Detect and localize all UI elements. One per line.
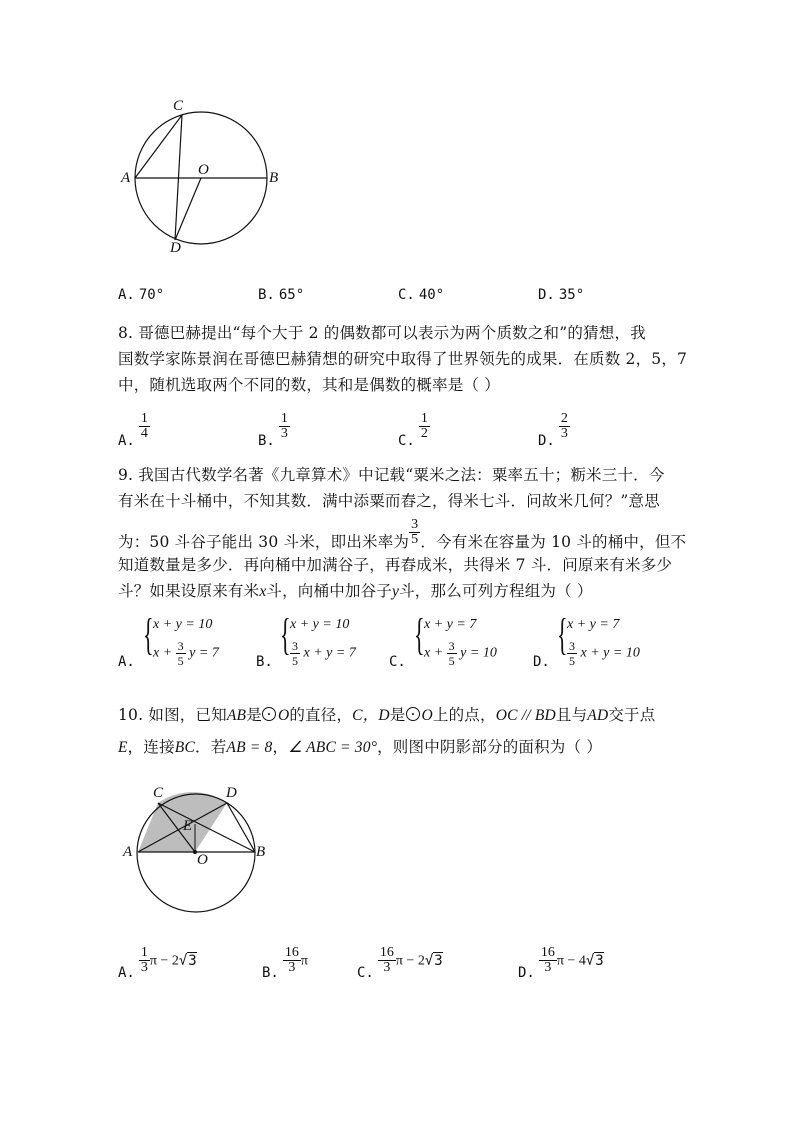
q8-option-b[interactable]: B. $\frac{1}{3}$ xyxy=(258,411,288,449)
q10-option-b[interactable]: B. $\frac{16}{3}$ π xyxy=(262,945,308,981)
label-e: E xyxy=(183,818,193,834)
q9-line-3: 为：50 斗谷子能出 30 斗米，即出米率为 $\frac{3}{5}$ ．今有米在容量为 10 斗的桶中，但不 xyxy=(118,517,687,551)
circle-dot-icon xyxy=(406,707,420,721)
q8-line-2: 国数学家陈景润在哥德巴赫猜想的研究中取得了世界领先的成果．在质数 2，5，7 xyxy=(118,350,688,368)
label-o: O xyxy=(197,852,208,868)
label-a: A xyxy=(121,170,131,186)
q9-option-b-letter[interactable]: B. xyxy=(256,654,273,670)
circle-diagram-1 xyxy=(115,95,285,265)
q9-option-c-letter[interactable]: C. xyxy=(389,654,406,670)
q9-line-4: 知道数量是多少．再向桶中加满谷子，再舂成米，共得米 7 斗．问原来有米多少 xyxy=(118,556,673,574)
label-c: C xyxy=(173,98,184,114)
q8-option-d[interactable]: D. $\frac{2}{3}$ xyxy=(538,411,568,449)
circle-diagram-2 xyxy=(115,780,275,920)
q8-line-1: 8. 哥德巴赫提出“每个大于 2 的偶数都可以表示为两个质数之和”的猜想，我 xyxy=(118,324,646,342)
q9-option-b-system[interactable]: { x + y = 10 $\frac{3}{5}$ x + y = 7 xyxy=(280,610,356,668)
q7-option-d[interactable]: D. 35° xyxy=(538,287,585,303)
q8-option-a[interactable]: A. $\frac{1}{4}$ xyxy=(118,411,148,449)
q10-option-d[interactable]: D. $\frac{16}{3}$ π − 4√3 xyxy=(518,945,604,981)
q7-option-b[interactable]: B. 65° xyxy=(258,287,305,303)
label-o: O xyxy=(198,162,209,178)
figure-circle-1 xyxy=(115,95,285,265)
q10-option-c[interactable]: C. $\frac{16}{3}$ π − 2√3 xyxy=(357,945,443,981)
q10-line-2: E，连接BC．若AB = 8，∠ ABC = 30°，则图中阴影部分的面积为（ ） xyxy=(118,738,603,756)
q10-option-a[interactable]: A. $\frac{1}{3}$ π − 2√3 xyxy=(118,945,197,981)
q9-option-c-system[interactable]: { x + y = 7 x + $\frac{3}{5}$ y = 10 xyxy=(414,610,497,668)
circle-dot-icon xyxy=(262,707,276,721)
q9-option-a-letter[interactable]: A. xyxy=(118,654,135,670)
q8-line-3: 中，随机选取两个不同的数，其和是偶数的概率是（ ） xyxy=(118,376,500,394)
label-b: B xyxy=(256,844,266,860)
q9-line-2: 有米在十斗桶中，不知其数．满中添粟而舂之，得米七斗．问故米几何？”意思 xyxy=(118,492,660,510)
q9-line-1: 9. 我国古代数学名著《九章算术》中记载“粟米之法：粟率五十；粝米三十．今 xyxy=(118,466,665,484)
q9-option-d-letter[interactable]: D. xyxy=(533,654,550,670)
q10-line-1: 10. 如图，已知AB是 O的直径，C，D是 O上的点，OC // BD且与AD交于点 xyxy=(118,706,656,724)
figure-circle-2 xyxy=(115,780,275,920)
label-a: A xyxy=(123,844,133,860)
q7-option-a[interactable]: A. 70° xyxy=(118,287,165,303)
q8-option-c[interactable]: C. $\frac{1}{2}$ xyxy=(398,411,428,449)
label-d: D xyxy=(170,240,181,256)
q9-option-a-system[interactable]: { x + y = 10 x + $\frac{3}{5}$ y = 7 xyxy=(143,610,219,668)
label-d: D xyxy=(226,785,237,801)
q7-option-c[interactable]: C. 40° xyxy=(398,287,445,303)
label-c: C xyxy=(153,785,164,801)
q9-line-5: 斗？如果设原来有米x斗，向桶中加谷子y斗，那么可列方程组为（ ） xyxy=(118,582,593,600)
q9-option-d-system[interactable]: { x + y = 7 $\frac{3}{5}$ x + y = 10 xyxy=(557,610,640,668)
label-b: B xyxy=(269,170,279,186)
